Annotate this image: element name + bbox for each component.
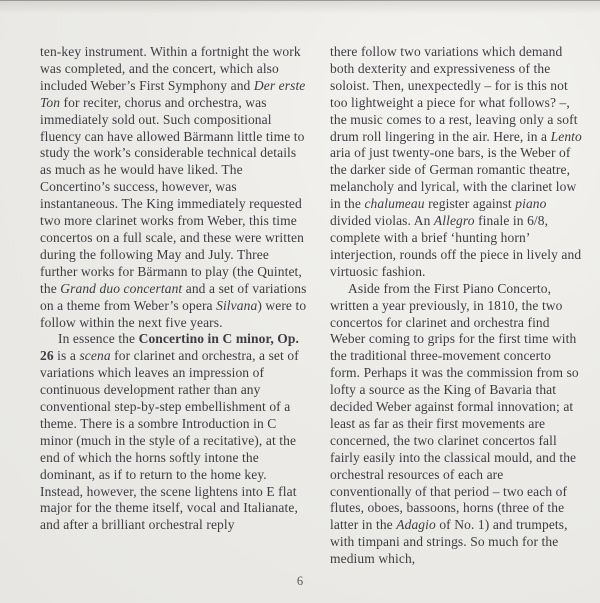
text-run: Silvana <box>216 297 258 313</box>
text-run: piano <box>515 196 547 212</box>
text-run: scena <box>79 348 111 364</box>
left-column <box>40 44 308 534</box>
text-run: Lento <box>550 128 582 144</box>
text-run: divided violas. An <box>330 213 434 229</box>
text-run: there follow two variations which demand both dexterity and expressiveness of the soloist. Then, unexpectedly – for is this not too lightweight a piece for what follows? –, the music comes to a rest, leaving only a soft drum roll lingering in the air. Here, in a <box>330 44 578 144</box>
scan-edge-shadow <box>0 0 600 1</box>
text-run: and a set of variations on a theme from Weber’s opera <box>40 280 307 313</box>
text-run: Der erste Ton <box>40 77 306 110</box>
text-run: register against <box>424 196 516 212</box>
text-run: Aside from the First Piano Concerto, written a year previously, in 1810, the two concertos for clarinet and orchestra find Weber coming to grips for the first time with the traditional three-movement concerto form. Perhaps it was the commission from so lofty a source as the King of Bavaria that decided Weber against formal innovation; at least as far as their first movements are concerned, the two clarinet concertos fall fairly easily into the classical mould, and the orchestral resources of each are conventionally of that period – two each of flutes, oboes, bassoons, horns (three of the latter in the <box>330 280 579 533</box>
text-run: Concertino in C minor, Op. 26 <box>40 331 299 364</box>
text-run: of No. 1) and trumpets, with timpani and strings. So much for the medium which, <box>330 517 568 567</box>
text-run: is a <box>53 348 80 364</box>
text-run: finale in 6/8, complete with a brief ‘hunting horn’ interjection, rounds off the piece in lively and virtuosic fashion. <box>330 213 582 279</box>
page-number-label: 6 <box>296 574 304 588</box>
text-run: for clarinet and orchestra, a set of variations which leaves an impression of continuous development rather than any conventional step-by-step embellishment of a theme. There is a sombre Introduction in C minor (much in the style of a recitative), at the end of which the horns softly intone the dominant, as if to return to the home key. Instead, however, the scene lightens into E flat major for the theme itself, vocal and Italianate, and after a brilliant orchestral reply <box>40 348 299 533</box>
text-run: aria of just twenty-one bars, is the Weber of the darker side of German romantic theatre, melancholy and lyrical, with the clarinet low in the <box>330 145 577 212</box>
paragraph <box>330 281 582 568</box>
right-column <box>330 44 582 568</box>
text-run: Allegro <box>433 213 475 229</box>
text-run: for reciter, chorus and orchestra, was immediately sold out. Such compositional fluency can have allowed Bärmann little time to study the work’s considerable technical details as much as he would have liked. The Concertino’s success, however, was instantaneous. The King immediately requested two more clarinet works from Weber, this time concertos on a full scale, and these were written during the following May and July. Three further works for Bärmann to play (the Quintet, the <box>40 94 305 296</box>
text-run: In essence the <box>58 331 139 347</box>
paragraph <box>40 44 308 331</box>
text-run: chalumeau <box>364 196 425 212</box>
paragraph <box>330 44 582 281</box>
text-run: Grand duo concertant <box>60 280 183 296</box>
text-run: ten-key instrument. Within a fortnight the work was completed, and the concert, which also included Weber’s First Symphony and <box>40 44 301 93</box>
text-run: ) were to follow within the next five years. <box>40 297 307 330</box>
text-run: Adagio <box>396 517 436 533</box>
paragraph <box>40 331 308 534</box>
